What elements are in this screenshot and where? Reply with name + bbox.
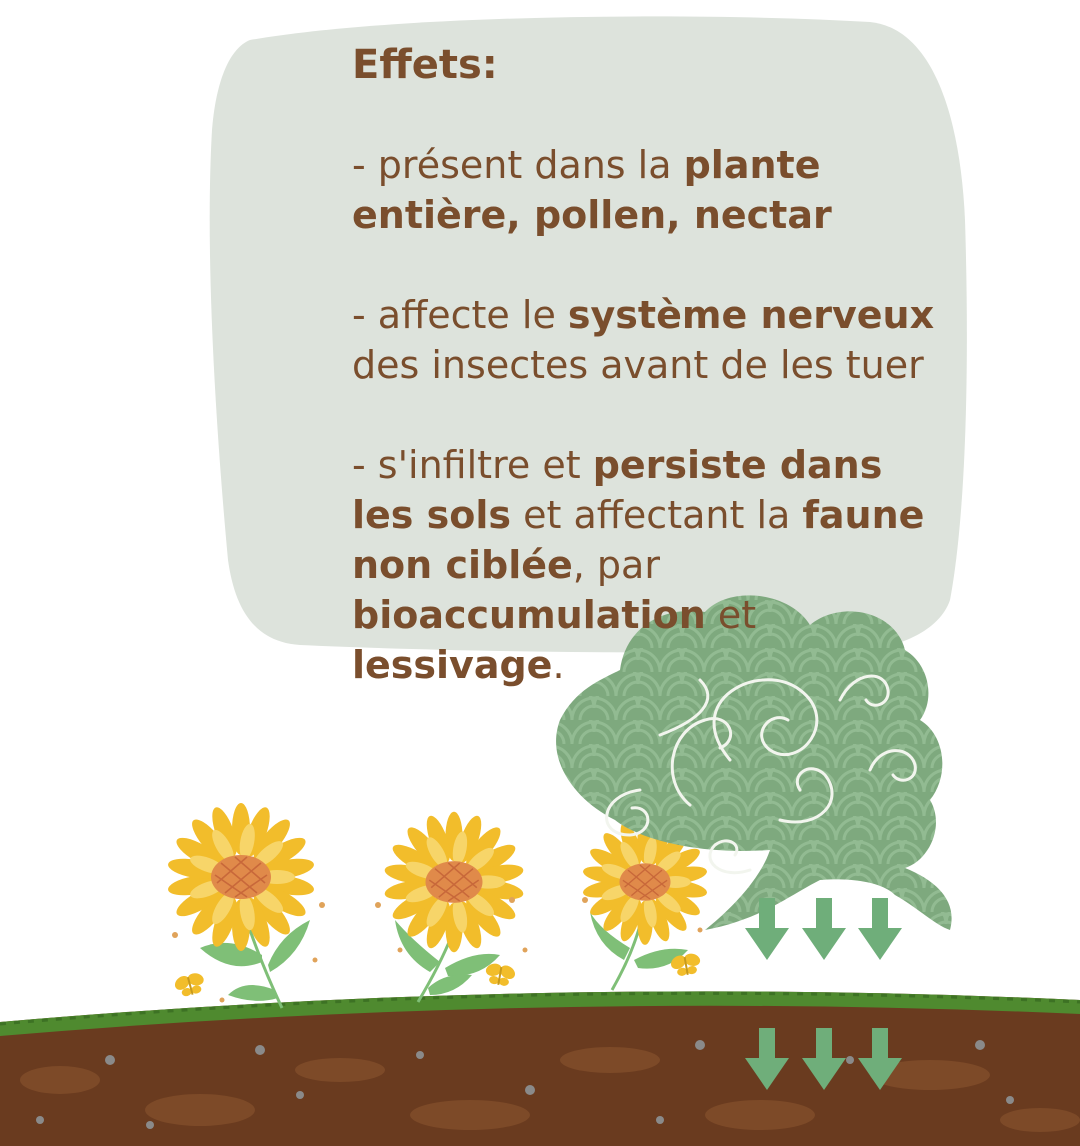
- sunflower-icon: [167, 803, 316, 951]
- down-arrow-icon: [802, 898, 846, 960]
- down-arrows-air: [745, 898, 902, 960]
- ground: [0, 991, 1080, 1146]
- effects-title: Effets:: [352, 42, 498, 88]
- butterfly-icon: [170, 968, 208, 999]
- effect-item-1: - présent dans la plante entière, pollen, nectar: [352, 143, 832, 237]
- effect-item-3: - s'infiltre et persiste dans les sols et affectant la faune non ciblée, par bioaccumulation et lessivage.: [352, 443, 925, 687]
- down-arrow-icon: [858, 898, 902, 960]
- down-arrows-soil: [745, 1028, 902, 1090]
- effects-text: [352, 40, 952, 740]
- effect-item-2: - affecte le système nerveux des insectes avant de les tuer: [352, 293, 935, 387]
